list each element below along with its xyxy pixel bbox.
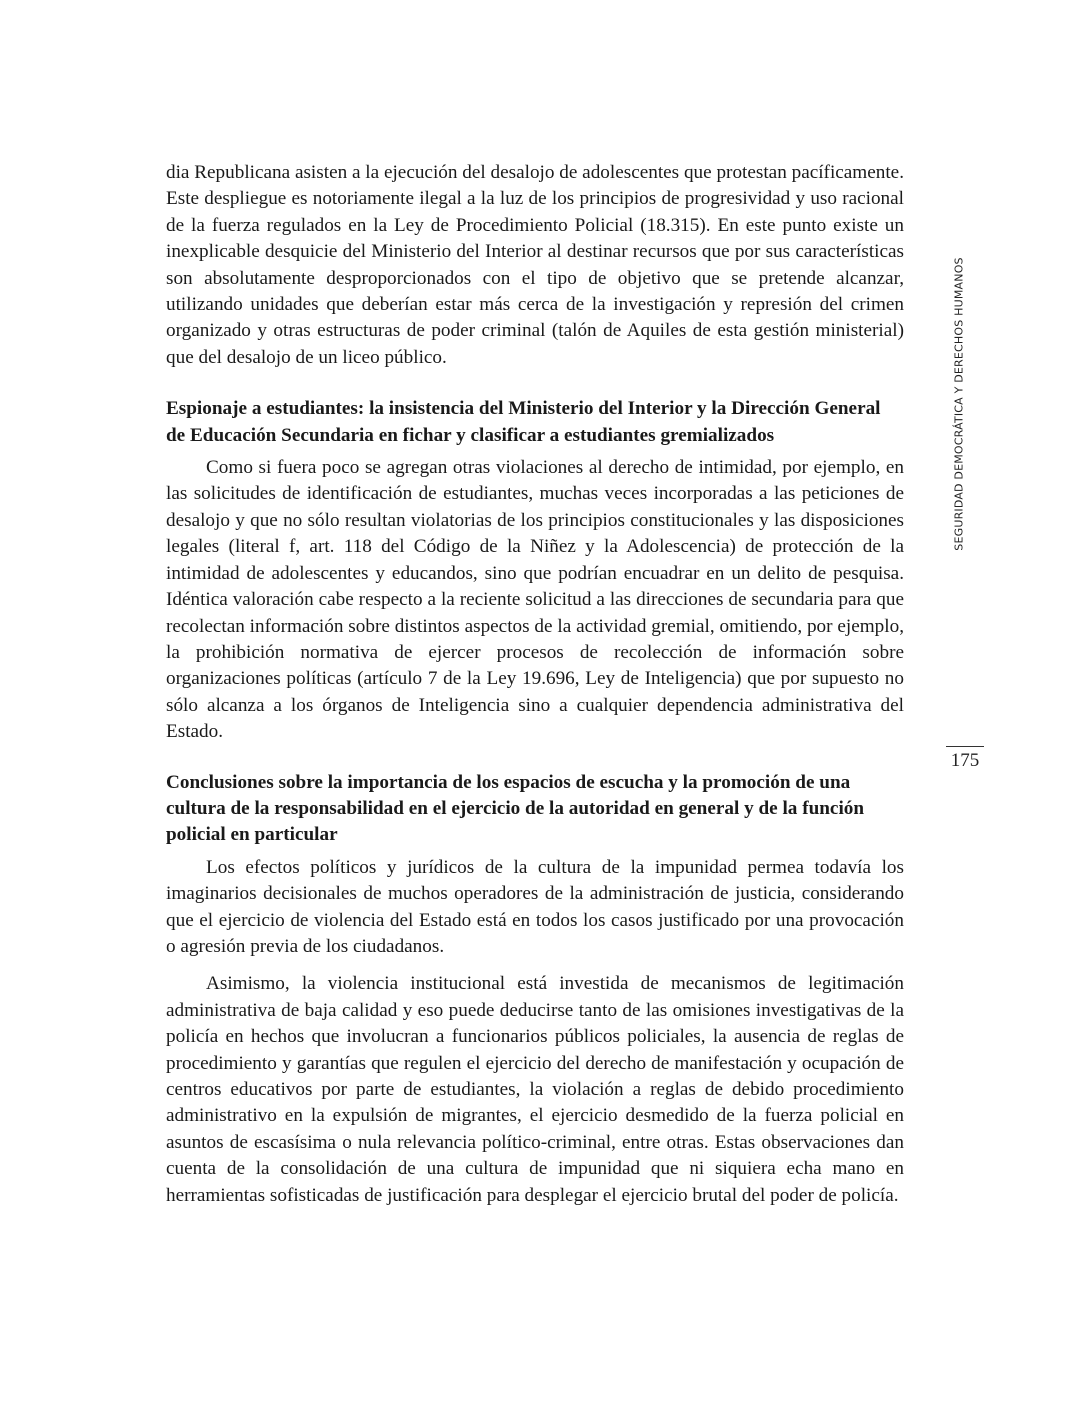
running-head-text: SEGURIDAD DEMOCRÁTICA Y DERECHOS HUMANOS bbox=[952, 257, 966, 551]
section-heading-conclusiones: Conclusiones sobre la importancia de los espacios de escucha y la promoción de una cultura de la responsabilidad en el ejercicio de la autoridad en general y de la función policial en particular bbox=[166, 771, 865, 846]
section-heading-espionaje: Espionaje a estudiantes: la insistencia del Ministerio del Interior y la Dirección General de Educación Secundaria en fichar y clasificar a estudiantes gremializados bbox=[166, 398, 881, 446]
paragraph-espionaje: Como si fuera poco se agregan otras violaciones al derecho de intimidad, por ejemplo, en las solicitudes de identificación de estudiantes, muchas veces incorporadas a las peticiones de desalojo y que no sólo resultan violatorias de los principios constitucionales y las disposiciones legales (literal f, art. 118 del Código de la Niñez y la Adolescencia) de protección de la intimidad de adolescentes y educandos, sino que podrían encuadrar en un delito de pesquisa. Idéntica valoración cabe respecto a la reciente solicitud a las direcciones de secundaria para que recolectan información sobre distintos aspectos de la actividad gremial, omitiendo, por ejemplo, la prohibición normativa de ejercer procesos de recolección de información sobre organizaciones políticas (artículo 7 de la Ley 19.696, Ley de Inteligencia) que por supuesto no sólo alcanza a los órganos de Inteligencia sino a cualquier dependencia administrativa del Estado. bbox=[166, 457, 904, 743]
folio-rule bbox=[946, 746, 984, 747]
paragraph-continued: dia Republicana asisten a la ejecución del desalojo de adolescentes que protestan pacíficamente. Este despliegue es notoriamente ilegal a la luz de los principios de progresividad y uso racional de la fuerza regulados en la Ley de Procedimiento Policial (18.315). En este punto existe un inexplicable desquicie del Ministerio del Interior al destinar recursos que por sus características son absolutamente desproporcionados con el tipo de objetivo que se pretende alcanzar, utilizando unidades que deberían estar más cerca de la investigación y represión del crimen organizado y otras estructuras de poder criminal (talón de Aquiles de esta gestión ministerial) que del desalojo de un liceo público. bbox=[166, 162, 904, 368]
page-number: 175 bbox=[950, 750, 980, 771]
page-body bbox=[166, 160, 904, 1209]
running-head bbox=[948, 244, 970, 564]
paragraph-conclusiones-1: Los efectos políticos y jurídicos de la cultura de la impunidad permea todavía los imaginarios decisionales de muchos operadores de la administración de justicia, considerando que el ejercicio de violencia del Estado está en todos los casos justificado por una provocación o agresión previa de los ciudadanos. bbox=[166, 856, 904, 957]
paragraph-conclusiones-2: Asimismo, la violencia institucional está investida de mecanismos de legitimación administrativa de baja calidad y eso puede deducirse tanto de las omisiones investigativas de la policía en hechos que involucran a funcionarios públicos policiales, la ausencia de reglas de procedimiento y garantías que regulen el ejercicio del derecho de manifestación y ocupación de centros educativos por parte de estudiantes, la violación a reglas de debido procedimiento administrativo en la expulsión de migrantes, el ejercicio desmedido de la fuerza policial en asuntos de escasísima o nula relevancia político-criminal, entre otras. Estas observaciones dan cuenta de la consolidación de una cultura de impunidad que ni siquiera echa mano en herramientas sofisticadas de justificación para desplegar el ejercicio brutal del poder de policía. bbox=[166, 973, 904, 1206]
